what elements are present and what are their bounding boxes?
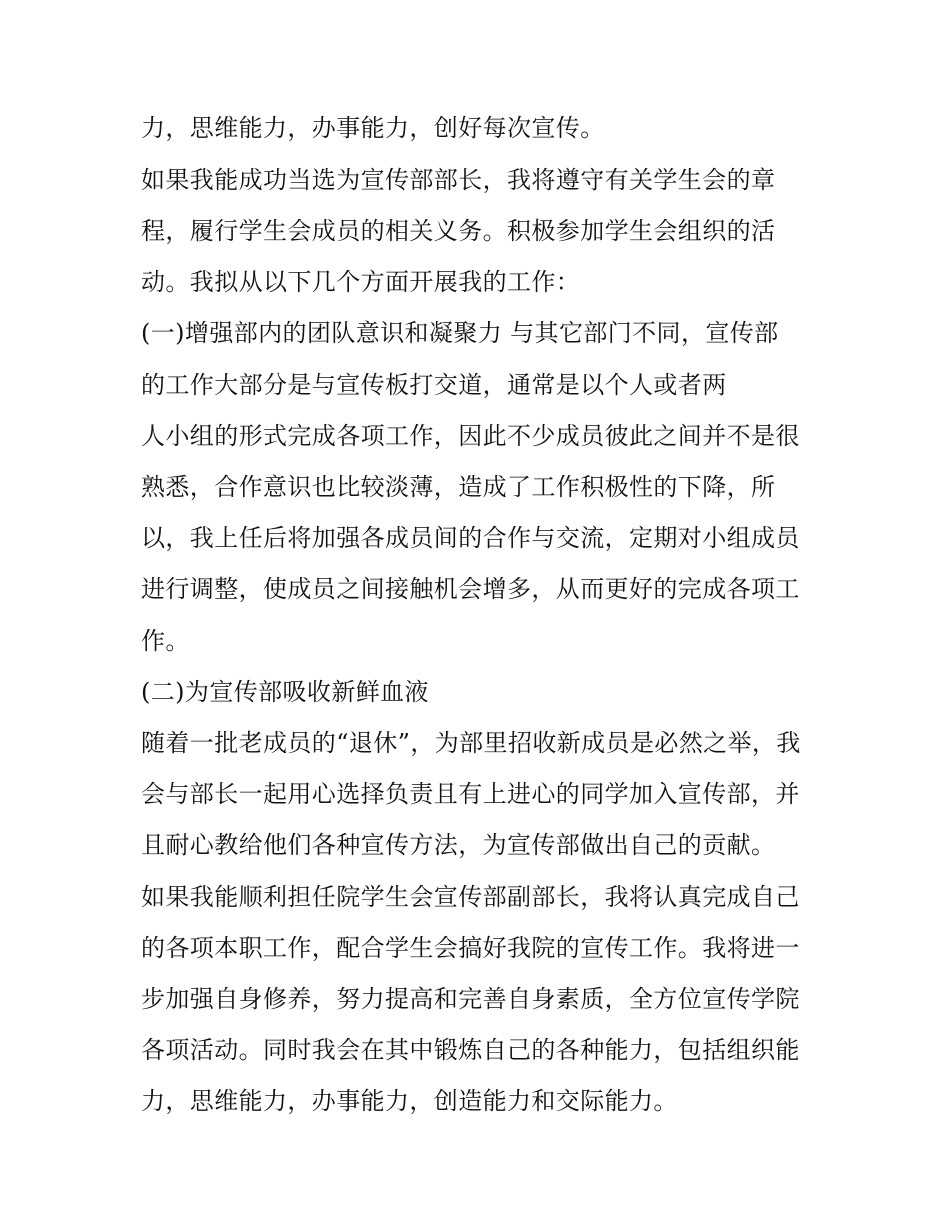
text-line: 的工作大部分是与宣传板打交道，通常是以个人或者两 — [141, 371, 727, 399]
text-line: 各项活动。同时我会在其中锻炼自己的各种能力，包括组织能 — [141, 1036, 800, 1064]
text-line: 作。 — [141, 627, 190, 655]
text-line: 人小组的形式完成各项工作，因此不少成员彼此之间并不是很 — [141, 422, 800, 450]
text-line: 随着一批老成员的“退休”，为部里招收新成员是必然之举，我 — [141, 729, 801, 757]
text-line: 以，我上任后将加强各成员间的合作与交流，定期对小组成员 — [141, 524, 800, 552]
text-line: 进行调整，使成员之间接触机会增多，从而更好的完成各项工 — [141, 575, 800, 603]
text-line: 程，履行学生会成员的相关义务。积极参加学生会组织的活 — [141, 217, 776, 245]
text-line: 如果我能顺利担任院学生会宣传部副部长，我将认真完成自己 — [141, 883, 800, 911]
text-line: 熟悉，合作意识也比较淡薄，造成了工作积极性的下降，所 — [141, 473, 776, 501]
text-line: 如果我能成功当选为宣传部部长，我将遵守有关学生会的章 — [141, 166, 776, 194]
section-heading: (二)为宣传部吸收新鲜血液 — [141, 678, 429, 706]
text-line: 步加强自身修养，努力提高和完善自身素质，全方位宣传学院 — [141, 985, 800, 1013]
text-line: 会与部长一起用心选择负责且有上进心的同学加入宣传部，并 — [141, 780, 800, 808]
text-line: 且耐心教给他们各种宣传方法，为宣传部做出自己的贡献。 — [141, 831, 776, 859]
text-line: (一)增强部内的团队意识和凝聚力 与其它部门不同，宣传部 — [141, 319, 779, 347]
text-line: 动。我拟从以下几个方面开展我的工作： — [141, 268, 581, 296]
text-line: 力，思维能力，办事能力，创造能力和交际能力。 — [141, 1087, 678, 1115]
text-line: 力，思维能力，办事能力，创好每次宣传。 — [141, 114, 605, 142]
text-line: 的各项本职工作，配合学生会搞好我院的宣传工作。我将进一 — [141, 934, 800, 962]
